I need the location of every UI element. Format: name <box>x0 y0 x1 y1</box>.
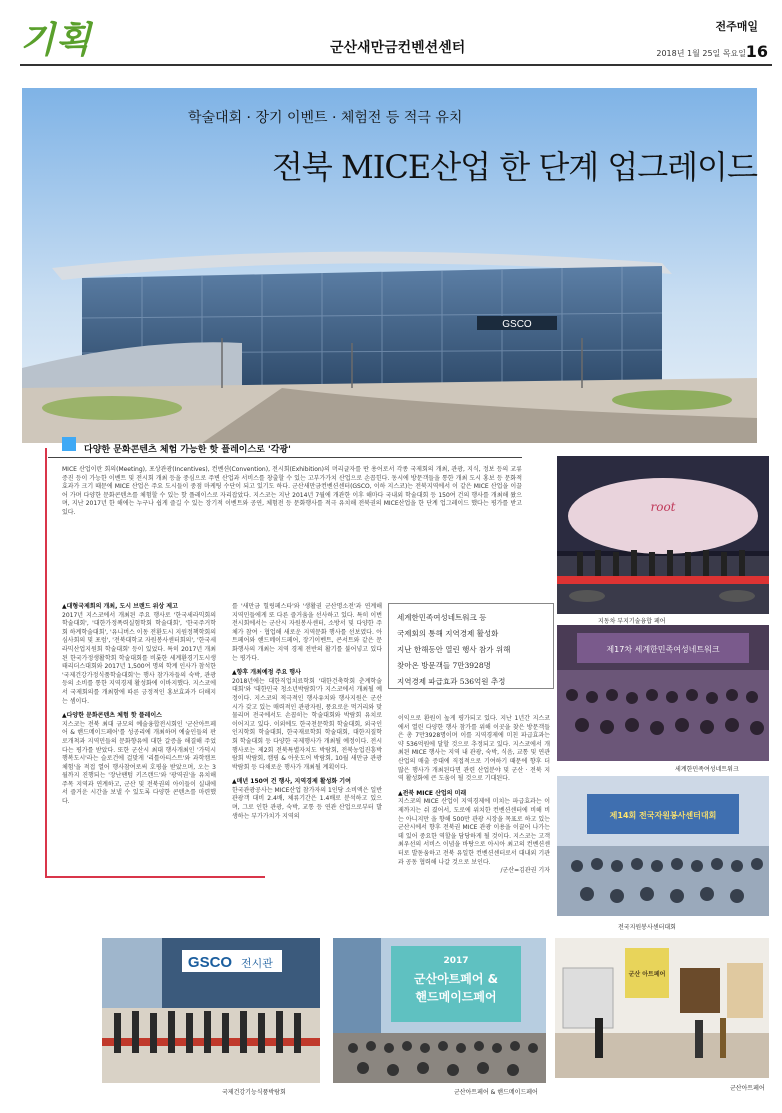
decorative-bracket-vertical <box>45 448 47 876</box>
photo-health-food-expo <box>102 938 320 1083</box>
col1-heading-2: ▲다양한 문화콘텐츠 체험 핫 플레이스 <box>62 712 162 720</box>
photo-art-fair <box>555 938 769 1078</box>
section-title: 다양한 문화콘텐츠 체험 가능한 핫 플레이스로 '각광' <box>84 445 291 455</box>
col3-paragraph-2: 지스코의 MICE 산업이 지역경제에 미치는 파급효과는 이제까지는 쉬 겼어서, 도로에 위치한 컨벤션센터에 비해 비는 아니지만 을 향해 500만 관광 시장을 목표로 하고 있는 군산시에서 향후 전북권 MICE 관광 이용을 이끌어 나가는데 있어 중요한 역할을 담당하게 될 것이다. 지스코는 고객최우선의 서비스 이념을 바탕으로 아시아 최고의 컨벤션센터로 발돋움하고 전북 유일한 컨벤션센터로서 대내외 기관과 공동 협력해 나갈 것으로 보인다. <box>398 798 550 866</box>
section-rule <box>48 457 522 458</box>
banner-year: 2017 <box>443 956 469 966</box>
col1-heading-1: ▲대형국제회의 개최, 도시 브랜드 위상 제고 <box>62 603 178 610</box>
page-subtitle: 군산새만금컨벤션센터 <box>330 40 466 56</box>
page-number: 16 <box>745 42 768 61</box>
publication-name: 전주매일 <box>715 20 758 33</box>
byline: /군산=김관권 기자 <box>500 867 550 875</box>
column-1 <box>62 603 216 807</box>
section-marker <box>62 437 76 451</box>
header-rule <box>20 64 772 66</box>
photo-art-handmade-fair <box>333 938 546 1083</box>
publication-date: 2018년 1월 25일 목요일 <box>656 49 746 58</box>
photo-caption: 세계한민족여성네트워크 <box>675 766 739 773</box>
photo-women-network <box>557 625 769 761</box>
col3-heading-1: ▲전북 MICE 산업의 미래 <box>398 789 467 797</box>
decorative-bracket-horizontal <box>45 876 265 878</box>
banner-text-2: 핸드메이드페어 <box>415 990 497 1004</box>
hero-subtitle: 학술대회 · 장기 이벤트 · 체험전 등 적극 유치 <box>188 110 463 126</box>
col2-paragraph-3: 한국관광공사는 MICE산업 참가자의 1인당 소비액은 일반 관광객 대비 2.4배, 체류기간은 1.4배로 분석하고 있으며, 그로 인한 관광, 숙박, 교통 등 연관 산업으로부터 발생하는 부가가치가 지역의 <box>232 786 382 820</box>
photo-car-tech-fair <box>557 456 769 614</box>
column-2 <box>232 603 382 821</box>
banner-text: 군산아트페어 & <box>413 972 499 986</box>
sign-text: 전시관 <box>241 957 273 970</box>
svg-text:root: root <box>650 500 676 514</box>
hero-title: 전북 MICE산업 한 단계 업그레이드 <box>272 148 757 186</box>
photo-caption: 군산아트페어 <box>730 1085 765 1092</box>
quote-line: 국제회의 통해 지역경제 활성화 <box>397 629 499 638</box>
col1-paragraph-2: 지스코는 전북 최대 규모의 예술융합전시회인 '군산아트페어 & 핸드메이드페어'를 성공리에 개최하며 예술인들의 판로개척과 지역민들의 문화향유에 대한 갈증을 해결해 주었다는 평가를 받았다. 또한 군산시 최대 행사개최인 '가덕시 행복도시'라는 슬로건에 걸맞게 '리틀아티스트'와 과학캠프 체험'을 적접 열어 행사참여로써 호평을 받았으며, 오는 3월까지 진행되는 '장난팬텀 키즈랜드'와 '광역권'을 유치해 주목 지역과 연계하고, 군산 및 전북권의 아이들이 실내에서 즐거운 시간을 보낼 수 있도록 다양한 콘텐츠를 마련했다. <box>62 720 216 806</box>
pull-quote <box>388 603 554 689</box>
col1-paragraph-1: 2017년 지스코에서 개최된 주요 행사로 '한국세라믹회의 학술대회', '대한가정폭력실험학회 학술대회', '한국주거학회 하계학술대회', '유니버스 이동 전환도시 지원정책학회의 심사회의 및 포럼', '전북대학교 자원봉사센터회의', '한국세라믹산업지원회 학술대회' 등이 있었다. 특히 2017년 개최된 한국가정생활학회 학술대회를 비롯한 세계환경기도시생태리더스대회와 2017년 1,500여 명의 학계 인사가 참석한 '국제건강가정식품학술대회'는 행사 참가자들의 숙박, 관광 등의 소비를 통한 지역경제 활성화에 이바지했다. 지스코에서 국제회의를 개최함에 따른 긍정적인 홍보효과가 더해지는 셈이다. <box>62 611 217 705</box>
photo-caption: 전국지원봉사센터대회 <box>618 924 676 931</box>
photo-volunteer-center <box>557 776 769 916</box>
banner-text: 제14회 전국자원봉사센터대회 <box>609 811 717 820</box>
col2-heading-2: ▲매년 150여 건 행사, 지역경제 활성화 기여 <box>232 778 351 786</box>
section-logo: 기획 <box>20 19 92 61</box>
photo-caption: 군산아트페어 & 핸드메이드페어 <box>454 1089 538 1096</box>
photo-caption: 국제건강기능식품박람회 <box>222 1089 286 1096</box>
col2-paragraph-1: 를 '새만금 힐링페스타'와 '생활권 군산명소전'과 연계해 지역민들에게 또 다른 즐거움을 선사하고 있다. 특히 이번 전시회에서는 군산시 자원봉사센터, 소방서 및 다양한 주체가 참여 · 협업해 새로운 지역문화 행사를 선보였다. 아트페어와 핸드메이드페어, 장기이벤트, 콘서트와 같은 문화행사의 개최는 지역 경제 전반의 활기를 불어넣고 있다는 평가다. <box>232 603 382 662</box>
col2-heading-1: ▲향후 개최예정 주요 행사 <box>232 669 301 677</box>
lead-paragraph: MICE 산업이란 회의(Meeting), 포상관광(Incentives), 컨벤션(Convention), 전시회(Exhibition)의 머리글자를 딴 용어로서 각종 국제회의 개최, 관광, 지식, 정보 등의 교류증진 등이 가능한 이벤트 및 전시회 개최 등을 중심으로 주변 산업과 서비스를 창출할 수 있는 고부가가치 산업으로 손꼽힌다. 동시에 방문객들을 통한 개최 도시 홍보 등 문화적 효과가 크기 때문에 MICE 산업은 주요 도시들이 중점 마케팅 수단이 되고 있기도 하다. 군산새만금컨벤션센터(GSCO, 이하 지스코)는 전북지역에서 이 같은 MICE 산업을 이끌어 가며 다양한 문화콘텐츠를 체험할 수 있는 핫 플레이스로 자리잡았다. 지스코는 지난 2014년 7월에 개관한 이후 해마다 국내외 학술대회 등 150여 건의 행사를 개최해 왔으며, 지난 2017년 한 해에는 누구나 쉽게 즐길 수 있는 장기적 이벤트와 공연, 체험전 등 문화행사를 적극 유치해 전북권의 MICE산업을 한 단계 업그레이드 했다는 평가를 받고 있다. <box>62 466 522 516</box>
quote-line: 지난 한해동안 열린 행사 참가 위해 <box>397 645 511 654</box>
col3-paragraph-1: 이익으로 환원이 높게 평가되고 있다. 지난 1년간 지스코에서 열린 다양한 행사 참가를 위해 이곳을 찾은 방문객들은 총 7만3928명이며 이를 지역경제에 미친 파급효과는 약 536억원에 달할 것으로 추정되고 있다. 지스코에서 개최된 MICE 행사는 지역 내 관광, 숙박, 식음, 교통 및 연관 산업의 매출 증대에 직접적으로 기여하기 때문에 향후 더 많은 행사가 개최된다면 관련 산업분야 및 군산 · 전북 지역 활성화에 큰 도움이 될 것으로 기대된다. <box>398 715 550 783</box>
banner-text: 군산 아트페어 <box>628 971 666 978</box>
quote-line: 지역경제 파급효과 536억원 추정 <box>397 677 506 686</box>
col2-paragraph-2: 2018년에는 대한직업치료학회 '대한건축학회 춘계학술대회'와 '대한민국 청소년박람회'가 지스코에서 개최될 예정이다. 지스코의 적극적인 행사유치와 행사지원은 군산시가 갖고 있는 매력적인 관광자원, 풍요로운 먹거리와 맞물리며 전국에서도 손꼽히는 학술대회와 박람회 유치로 이어지고 있다. 이외에도 한국천문학회 학술대회, 외국인인지학회 학술대회, 한국재료학회 학술대회, 대한지질학회 학술대회 등 다양한 국제행사가 개최될 예정이다. 전시행사로는 제2회 전북특별자치도 박람회, 전북농업진흥박람회 박람회, 캠핑 & 아웃도어 박람회, 10월 새만금 관광 박람회 등 다채로운 행사가 개최될 계획이다. <box>232 677 382 771</box>
photo-caption: 지동차 부지기술융합 페어 <box>598 618 666 625</box>
banner-text: 제17차 세계한민족여성네트워크 <box>606 645 720 654</box>
quote-line: 세계한민족여성네트워크 등 <box>397 613 487 622</box>
sign-logo: GSCO <box>187 954 233 971</box>
column-3 <box>398 715 550 876</box>
quote-line: 찾아온 방문객들 7만3928명 <box>397 661 491 670</box>
hero-sign: GSCO <box>502 319 532 330</box>
